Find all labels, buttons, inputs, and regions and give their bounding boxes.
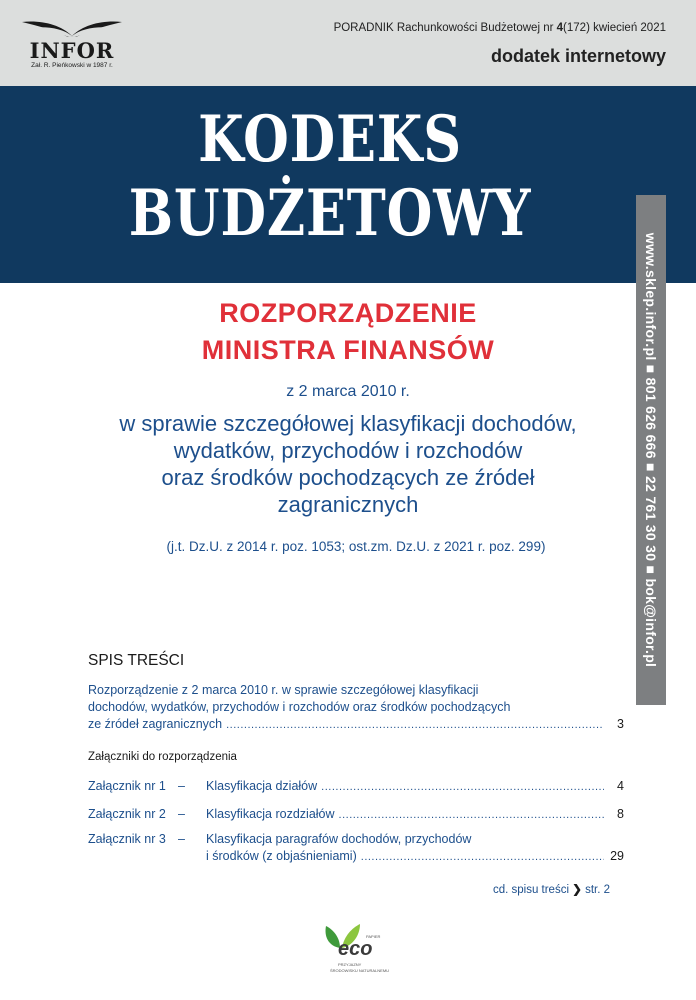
toc-annex-3[interactable] bbox=[88, 831, 624, 866]
annex-dash: – bbox=[178, 832, 185, 846]
annex-page: 29 bbox=[610, 849, 624, 863]
subject-line: oraz środków pochodzących ze źródeł bbox=[161, 465, 535, 490]
toc-entry-line: ze źródeł zagranicznych bbox=[88, 717, 223, 731]
toc-main-entry[interactable] bbox=[88, 682, 624, 734]
leader-dots bbox=[361, 849, 604, 866]
eco-paper-logo bbox=[320, 920, 390, 980]
eco-small-bottom-2: ŚRODOWISKU NATURALNEMU bbox=[330, 968, 390, 973]
toc-entry-line: Rozporządzenie z 2 marca 2010 r. w sprawie szczegółowej klasyfikacji bbox=[88, 683, 479, 697]
subject-line: zagranicznych bbox=[277, 492, 419, 517]
toc-heading: SPIS TREŚCI bbox=[88, 652, 185, 669]
toc-page-number: 3 bbox=[617, 717, 624, 731]
subject-line: wydatków, przychodów i rozchodów bbox=[173, 438, 523, 463]
annex-page: 4 bbox=[617, 779, 624, 793]
leader-dots bbox=[226, 717, 604, 734]
title-line-2: BUDŻETOWY bbox=[128, 176, 532, 251]
annex-title: Klasyfikacja rozdziałów bbox=[206, 807, 335, 821]
header-bar bbox=[0, 0, 696, 86]
annex-title: Klasyfikacja paragrafów dochodów, przychodów bbox=[206, 832, 472, 846]
toc-continuation[interactable] bbox=[493, 882, 610, 896]
logo-tagline: Zał. R. Pieńkowski w 1987 r. bbox=[31, 62, 113, 69]
issue-sequence: (172) bbox=[563, 22, 590, 34]
contact-text[interactable]: www.sklep.infor.pl ■ 801 626 666 ■ 22 761 30 30 ■ bok@infor.pl bbox=[643, 232, 659, 668]
annex-dash: – bbox=[178, 807, 185, 821]
eco-small-bottom-1: PRZYJAZNY bbox=[338, 962, 362, 967]
act-subject bbox=[80, 410, 616, 518]
act-reference: (j.t. Dz.U. z 2014 r. poz. 1053; ost.zm. Dz.U. z 2021 r. poz. 299) bbox=[166, 539, 546, 554]
chevron-right-icon: ❯ bbox=[572, 884, 582, 896]
toc-annex-2[interactable] bbox=[88, 806, 624, 824]
issue-number: 4 bbox=[556, 22, 564, 34]
toc-annex-1[interactable] bbox=[88, 778, 624, 796]
supplement-label: dodatek internetowy bbox=[490, 46, 666, 66]
wings-icon bbox=[22, 16, 122, 38]
annex-title-line-2: i środków (z objaśnieniami) bbox=[206, 849, 357, 863]
leader-dots bbox=[339, 807, 604, 824]
toc-entry-last-line bbox=[88, 716, 624, 734]
annex-dash: – bbox=[178, 779, 185, 793]
annex-label: Załącznik nr 3 bbox=[88, 832, 166, 846]
magazine-name: PORADNIK Rachunkowości Budżetowej nr bbox=[333, 22, 557, 34]
title-line-1: KODEKS bbox=[198, 102, 462, 177]
annex-label: Załącznik nr 2 bbox=[88, 807, 166, 821]
eco-word: eco bbox=[338, 938, 373, 960]
annex-title: Klasyfikacja działów bbox=[206, 779, 318, 793]
leader-dots bbox=[321, 779, 604, 796]
contact-strip bbox=[636, 195, 666, 705]
attachments-label: Załączniki do rozporządzenia bbox=[88, 751, 237, 763]
issue-date: kwiecień 2021 bbox=[593, 22, 666, 34]
continuation-target: str. 2 bbox=[585, 884, 610, 896]
act-date: z 2 marca 2010 r. bbox=[286, 383, 410, 400]
infor-logo[interactable] bbox=[22, 14, 122, 74]
logo-text: INFOR bbox=[29, 38, 115, 63]
act-type-line-1: ROZPORZĄDZENIE bbox=[219, 298, 477, 328]
magazine-issue-line bbox=[334, 22, 666, 34]
toc-entry-line: dochodów, wydatków, przychodów i rozchodów oraz środków pochodzących bbox=[88, 700, 511, 714]
act-type-line-2: MINISTRA FINANSÓW bbox=[201, 335, 495, 365]
subject-line: w sprawie szczegółowej klasyfikacji dochodów, bbox=[119, 411, 577, 436]
continuation-text: cd. spisu treści bbox=[492, 884, 570, 896]
annex-page: 8 bbox=[617, 807, 624, 821]
eco-small-top: PAPIER bbox=[366, 934, 381, 939]
title-banner bbox=[0, 86, 696, 283]
annex-label: Załącznik nr 1 bbox=[88, 779, 166, 793]
